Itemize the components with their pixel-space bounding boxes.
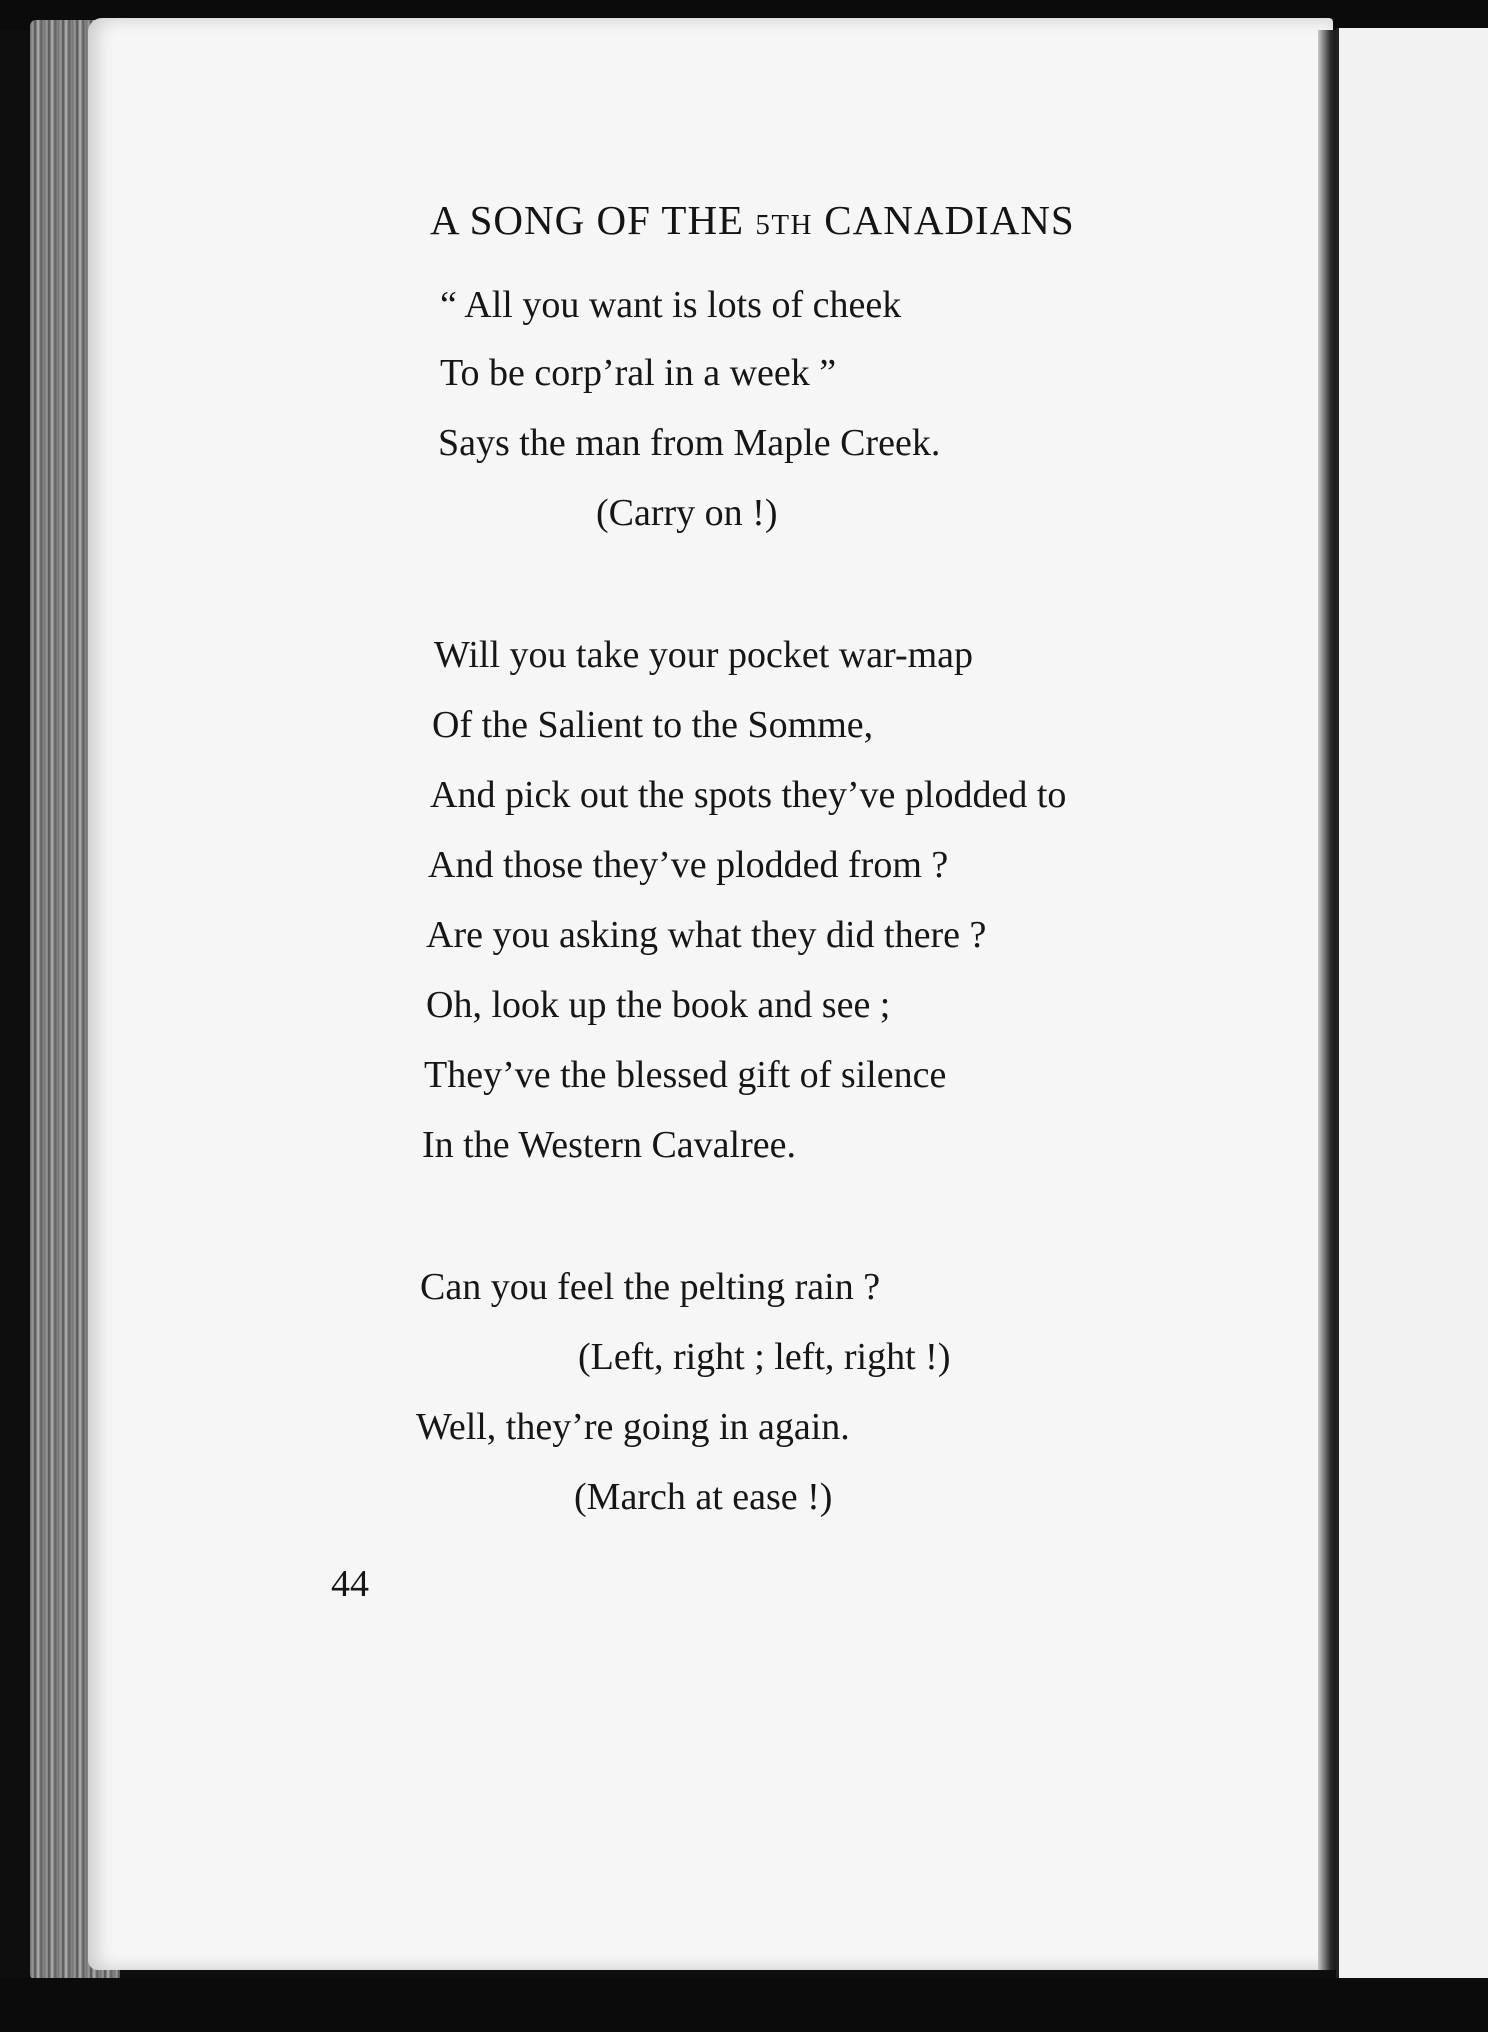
poem-line: Says the man from Maple Creek. — [438, 422, 941, 464]
poem-line: Of the Salient to the Somme, — [432, 704, 874, 746]
poem-line: Well, they’re going in again. — [416, 1406, 850, 1448]
poem-line: In the Western Cavalree. — [422, 1124, 796, 1166]
poem-line: They’ve the blessed gift of silence — [424, 1054, 947, 1096]
page-gutter — [1318, 30, 1336, 1970]
poem-line: (Left, right ; left, right !) — [578, 1336, 951, 1378]
poem-line: And pick out the spots they’ve plodded to — [430, 774, 1067, 816]
poem-title — [430, 196, 1075, 244]
poem-line: To be corp’ral in a week ” — [440, 352, 837, 394]
poem-line: Are you asking what they did there ? — [426, 914, 987, 956]
poem-line: Will you take your pocket war-map — [434, 634, 974, 676]
poem-line: Can you feel the pelting rain ? — [420, 1266, 881, 1308]
scan-bottom-border — [0, 1978, 1488, 2032]
facing-page-edge — [1336, 28, 1488, 1978]
page-number: 44 — [331, 1563, 369, 1605]
poem-line: And those they’ve plodded from ? — [428, 844, 949, 886]
poem-line: (March at ease !) — [574, 1476, 833, 1518]
poem-line: Oh, look up the book and see ; — [426, 984, 891, 1026]
poem-line: “ All you want is lots of cheek — [440, 284, 902, 326]
title-end: CANADIANS — [813, 197, 1075, 243]
poem-line: (Carry on !) — [596, 492, 778, 534]
title-ordinal: 5TH — [755, 209, 814, 241]
title-main: A SONG OF THE — [430, 197, 756, 243]
